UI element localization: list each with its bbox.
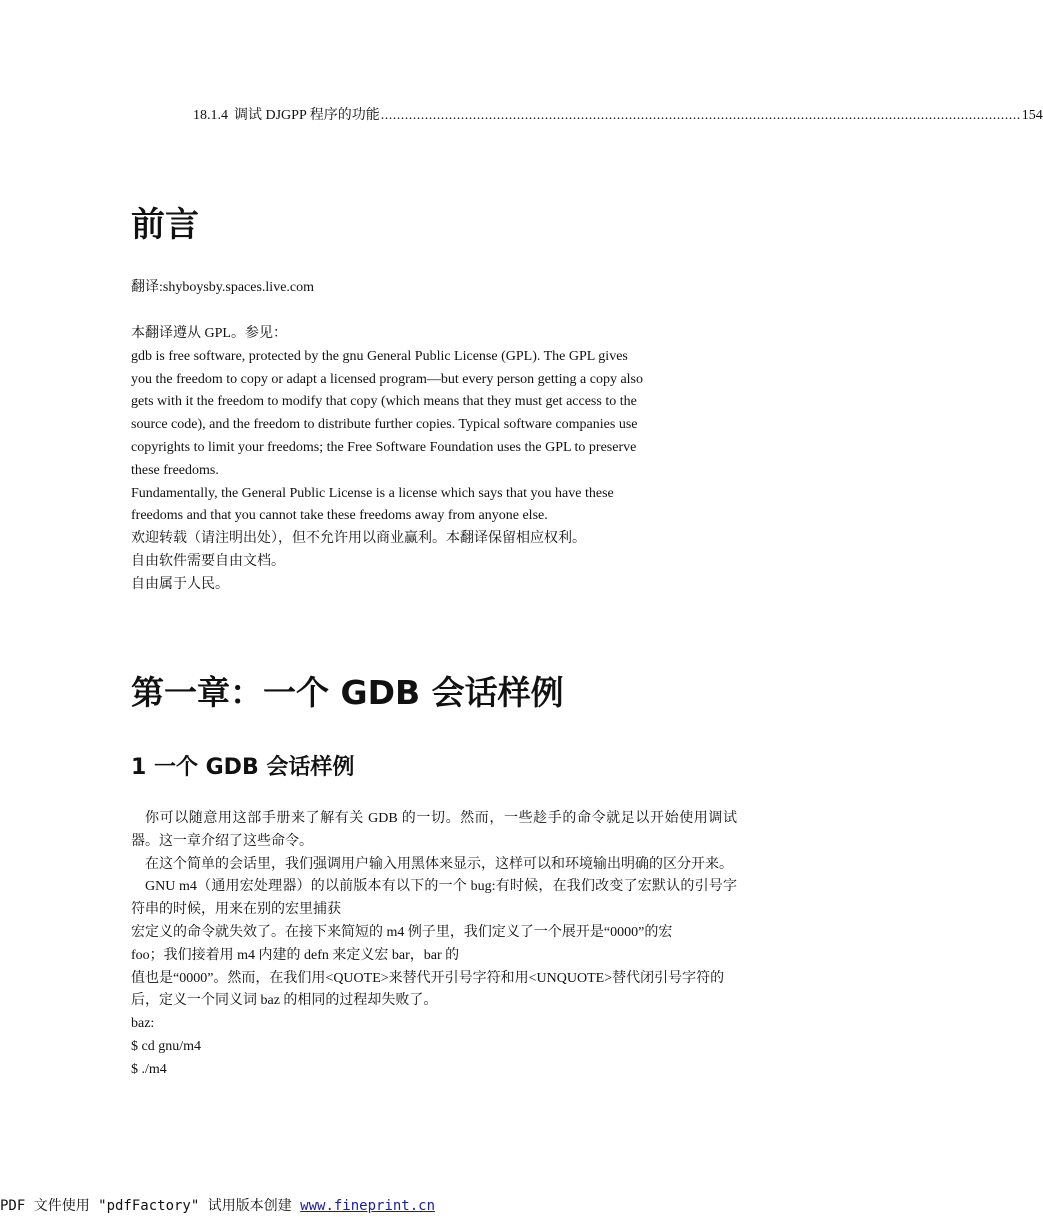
body-line: 宏定义的命令就失效了。在接下来简短的 m4 例子里，我们定义了一个展开是“0000”的宏 xyxy=(131,924,673,940)
section-heading: 1 一个 GDB 会话样例 xyxy=(131,755,355,780)
shell-command-line: $ cd gnu/m4 xyxy=(131,1038,201,1054)
toc-entry-page: 154 xyxy=(1021,108,1043,123)
preface-heading: 前言 xyxy=(131,205,199,245)
license-line: gdb is free software, protected by the gnu General Public License (GPL). The GPL gives xyxy=(131,348,628,364)
translator-credit xyxy=(131,277,741,300)
chapter-body xyxy=(131,808,737,1082)
license-line: 自由属于人民。 xyxy=(131,576,229,592)
toc-entry-number: 18.1.4 xyxy=(193,108,228,123)
license-line: gets with it the freedom to modify that copy (which means that they must get access to the xyxy=(131,394,637,410)
toc-entry[interactable] xyxy=(193,106,1043,126)
chapter-heading: 第一章：一个 GDB 会话样例 xyxy=(131,673,564,712)
body-line: baz: xyxy=(131,1016,155,1032)
fineprint-link[interactable]: www.fineprint.cn xyxy=(300,1198,436,1214)
body-paragraph: GNU m4（通用宏处理器）的以前版本有以下的一个 bug:有时候，在我们改变了宏默认的引号字符串的时候，用来在别的宏里捕获 xyxy=(131,879,737,918)
license-line: these freedoms. xyxy=(131,462,219,478)
toc-entry-title: 调试 DJGPP 程序的功能 xyxy=(234,108,380,123)
footer-text: PDF 文件使用 "pdfFactory" 试用版本创建 xyxy=(0,1198,301,1214)
license-line: freedoms and that you cannot take these freedoms away from anyone else. xyxy=(131,508,548,524)
license-line: 欢迎转载（请注明出处），但不允许用以商业赢利。本翻译保留相应权利。 xyxy=(131,531,586,547)
license-line: 自由软件需要自由文档。 xyxy=(131,553,285,569)
shell-command-line: $ ./m4 xyxy=(131,1061,167,1077)
body-paragraph: 在这个简单的会话里，我们强调用户输入用黑体来显示，这样可以和环境输出明确的区分开来。 xyxy=(145,856,733,872)
license-line: Fundamentally, the General Public License is a license which says that you have these xyxy=(131,485,614,501)
license-line: 本翻译遵从 GPL。参见： xyxy=(131,326,287,341)
body-paragraph: 你可以随意用这部手册来了解有关 GDB 的一切。然而，一些趁手的命令就足以开始使用调试器。这一章介绍了这些命令。 xyxy=(131,811,737,849)
toc-leader-dots: ................................................................................................................................................................ xyxy=(380,108,1021,123)
license-line: you the freedom to copy or adapt a licensed program—but every person getting a copy also xyxy=(131,371,644,387)
pdf-footer xyxy=(0,1195,868,1217)
translator-line: 翻译:shyboysby.spaces.live.com xyxy=(131,280,315,295)
body-line: 值也是“0000”。然而，在我们用<QUOTE>来替代开引号字符和用<UNQUOTE>替代闭引号字符的后，定义一个同义词 baz 的相同的过程却失败了。 xyxy=(131,970,725,1009)
body-line: foo；我们接着用 m4 内建的 defn 来定义宏 bar，bar 的 xyxy=(131,947,460,963)
license-line: copyrights to limit your freedoms; the Free Software Foundation uses the GPL to preserve xyxy=(131,439,637,455)
license-line: source code), and the freedom to distribute further copies. Typical software companies use xyxy=(131,417,638,433)
license-block xyxy=(131,323,741,597)
